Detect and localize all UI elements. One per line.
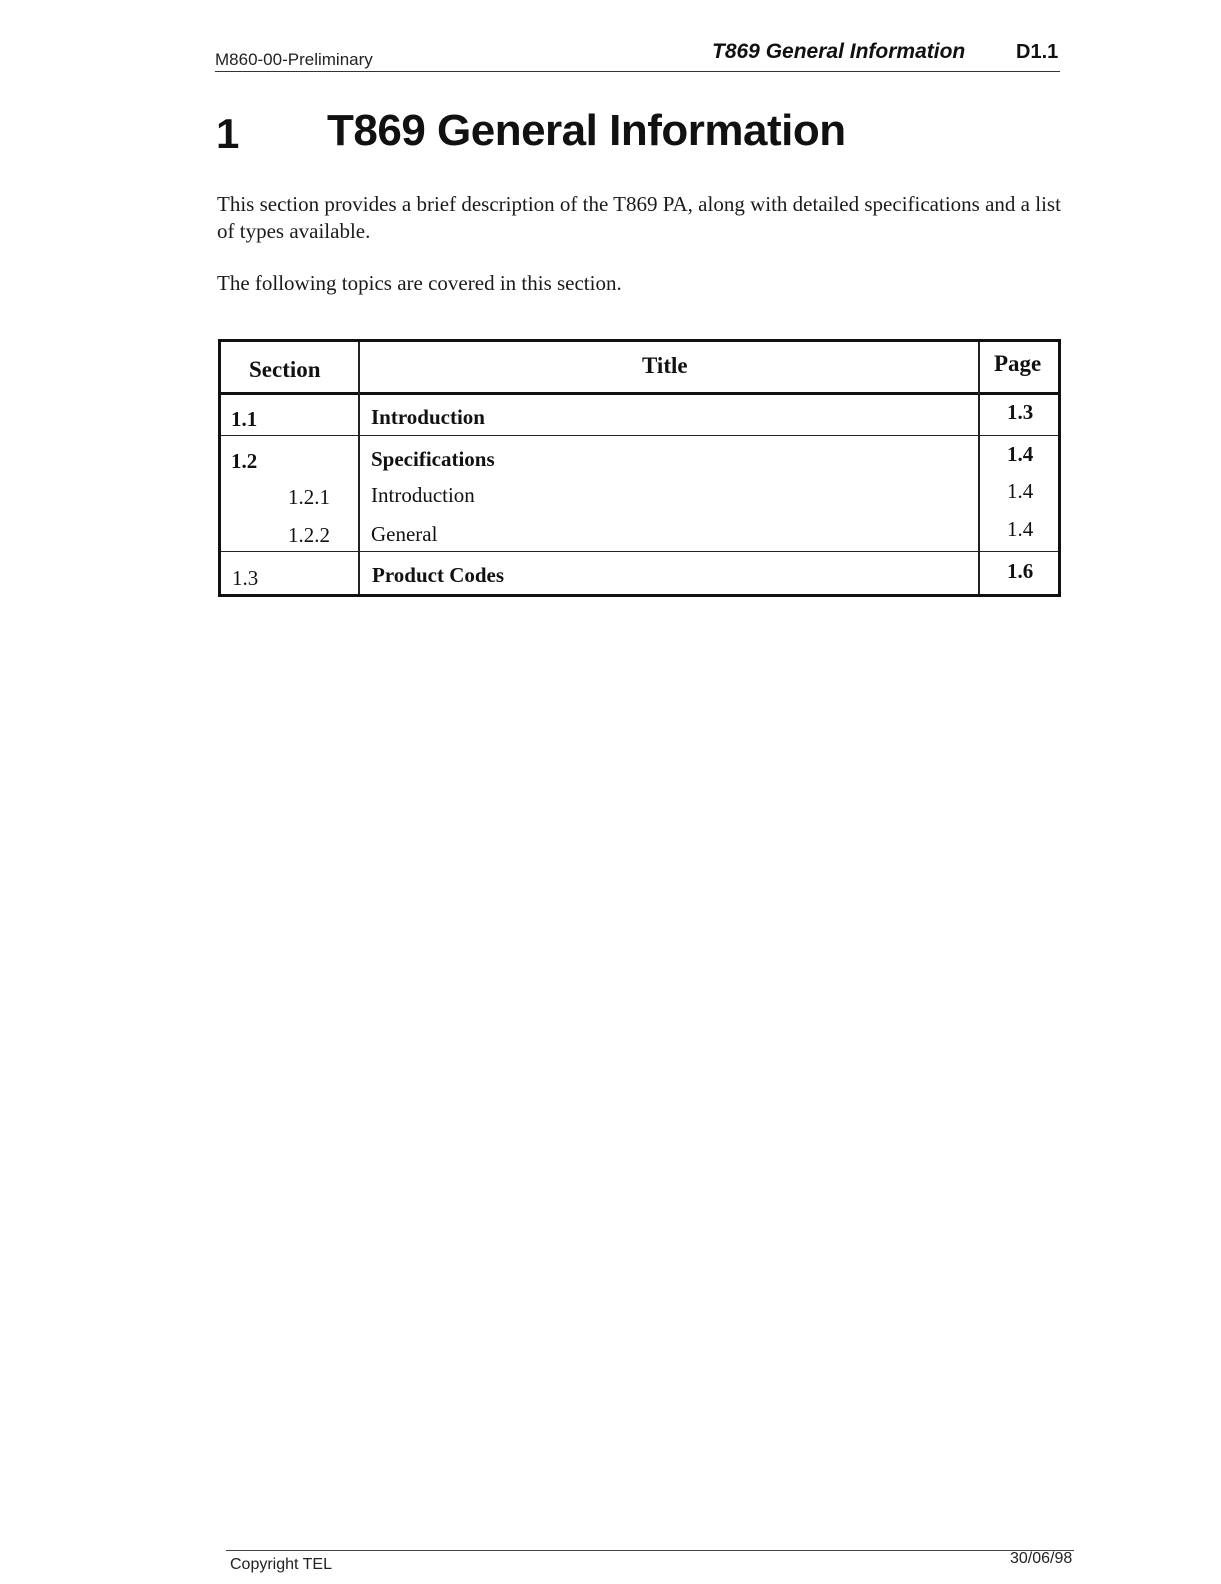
toc-row-title: General xyxy=(371,522,438,546)
column-header-section: Section xyxy=(249,357,321,382)
toc-row-section: 1.2.2 xyxy=(288,523,330,547)
intro-paragraph: This section provides a brief description of the T869 PA, along with detailed specifications and a list of types available. xyxy=(217,192,1061,243)
table-column-rule xyxy=(358,342,360,594)
toc-row-page: 1.4 xyxy=(1007,442,1034,466)
toc-row-title: Product Codes xyxy=(372,563,505,587)
toc-row-section: 1.1 xyxy=(231,407,258,431)
toc-row-page: 1.3 xyxy=(1007,400,1034,424)
toc-row-section: 1.3 xyxy=(232,566,259,590)
table-row-rule xyxy=(221,435,1058,436)
toc-row-section: 1.2.1 xyxy=(288,485,330,509)
toc-row-title: Introduction xyxy=(371,483,475,507)
chapter-number: 1 xyxy=(216,110,240,157)
column-header-page: Page xyxy=(994,351,1042,376)
header-rule xyxy=(215,71,1060,72)
footer-date: 30/06/98 xyxy=(1010,1550,1073,1567)
toc-row-page: 1.4 xyxy=(1007,479,1034,503)
topics-paragraph: The following topics are covered in this section. xyxy=(217,271,622,295)
table-column-rule xyxy=(978,342,980,594)
running-title: T869 General Information xyxy=(712,40,966,63)
toc-row-title: Introduction xyxy=(371,405,485,429)
table-header-rule xyxy=(221,392,1058,395)
contents-table xyxy=(218,339,1061,597)
column-header-title: Title xyxy=(642,353,688,378)
toc-row-title: Specifications xyxy=(371,447,495,471)
toc-row-page: 1.4 xyxy=(1007,517,1034,541)
document-id: M860-00-Preliminary xyxy=(215,50,373,69)
page-number: D1.1 xyxy=(1016,41,1059,63)
copyright-notice: Copyright TEL xyxy=(230,1556,332,1573)
toc-row-page: 1.6 xyxy=(1007,559,1034,583)
chapter-title: T869 General Information xyxy=(327,106,846,155)
table-row-rule xyxy=(221,551,1058,552)
toc-row-section: 1.2 xyxy=(231,449,258,473)
footer-rule xyxy=(226,1550,1074,1551)
